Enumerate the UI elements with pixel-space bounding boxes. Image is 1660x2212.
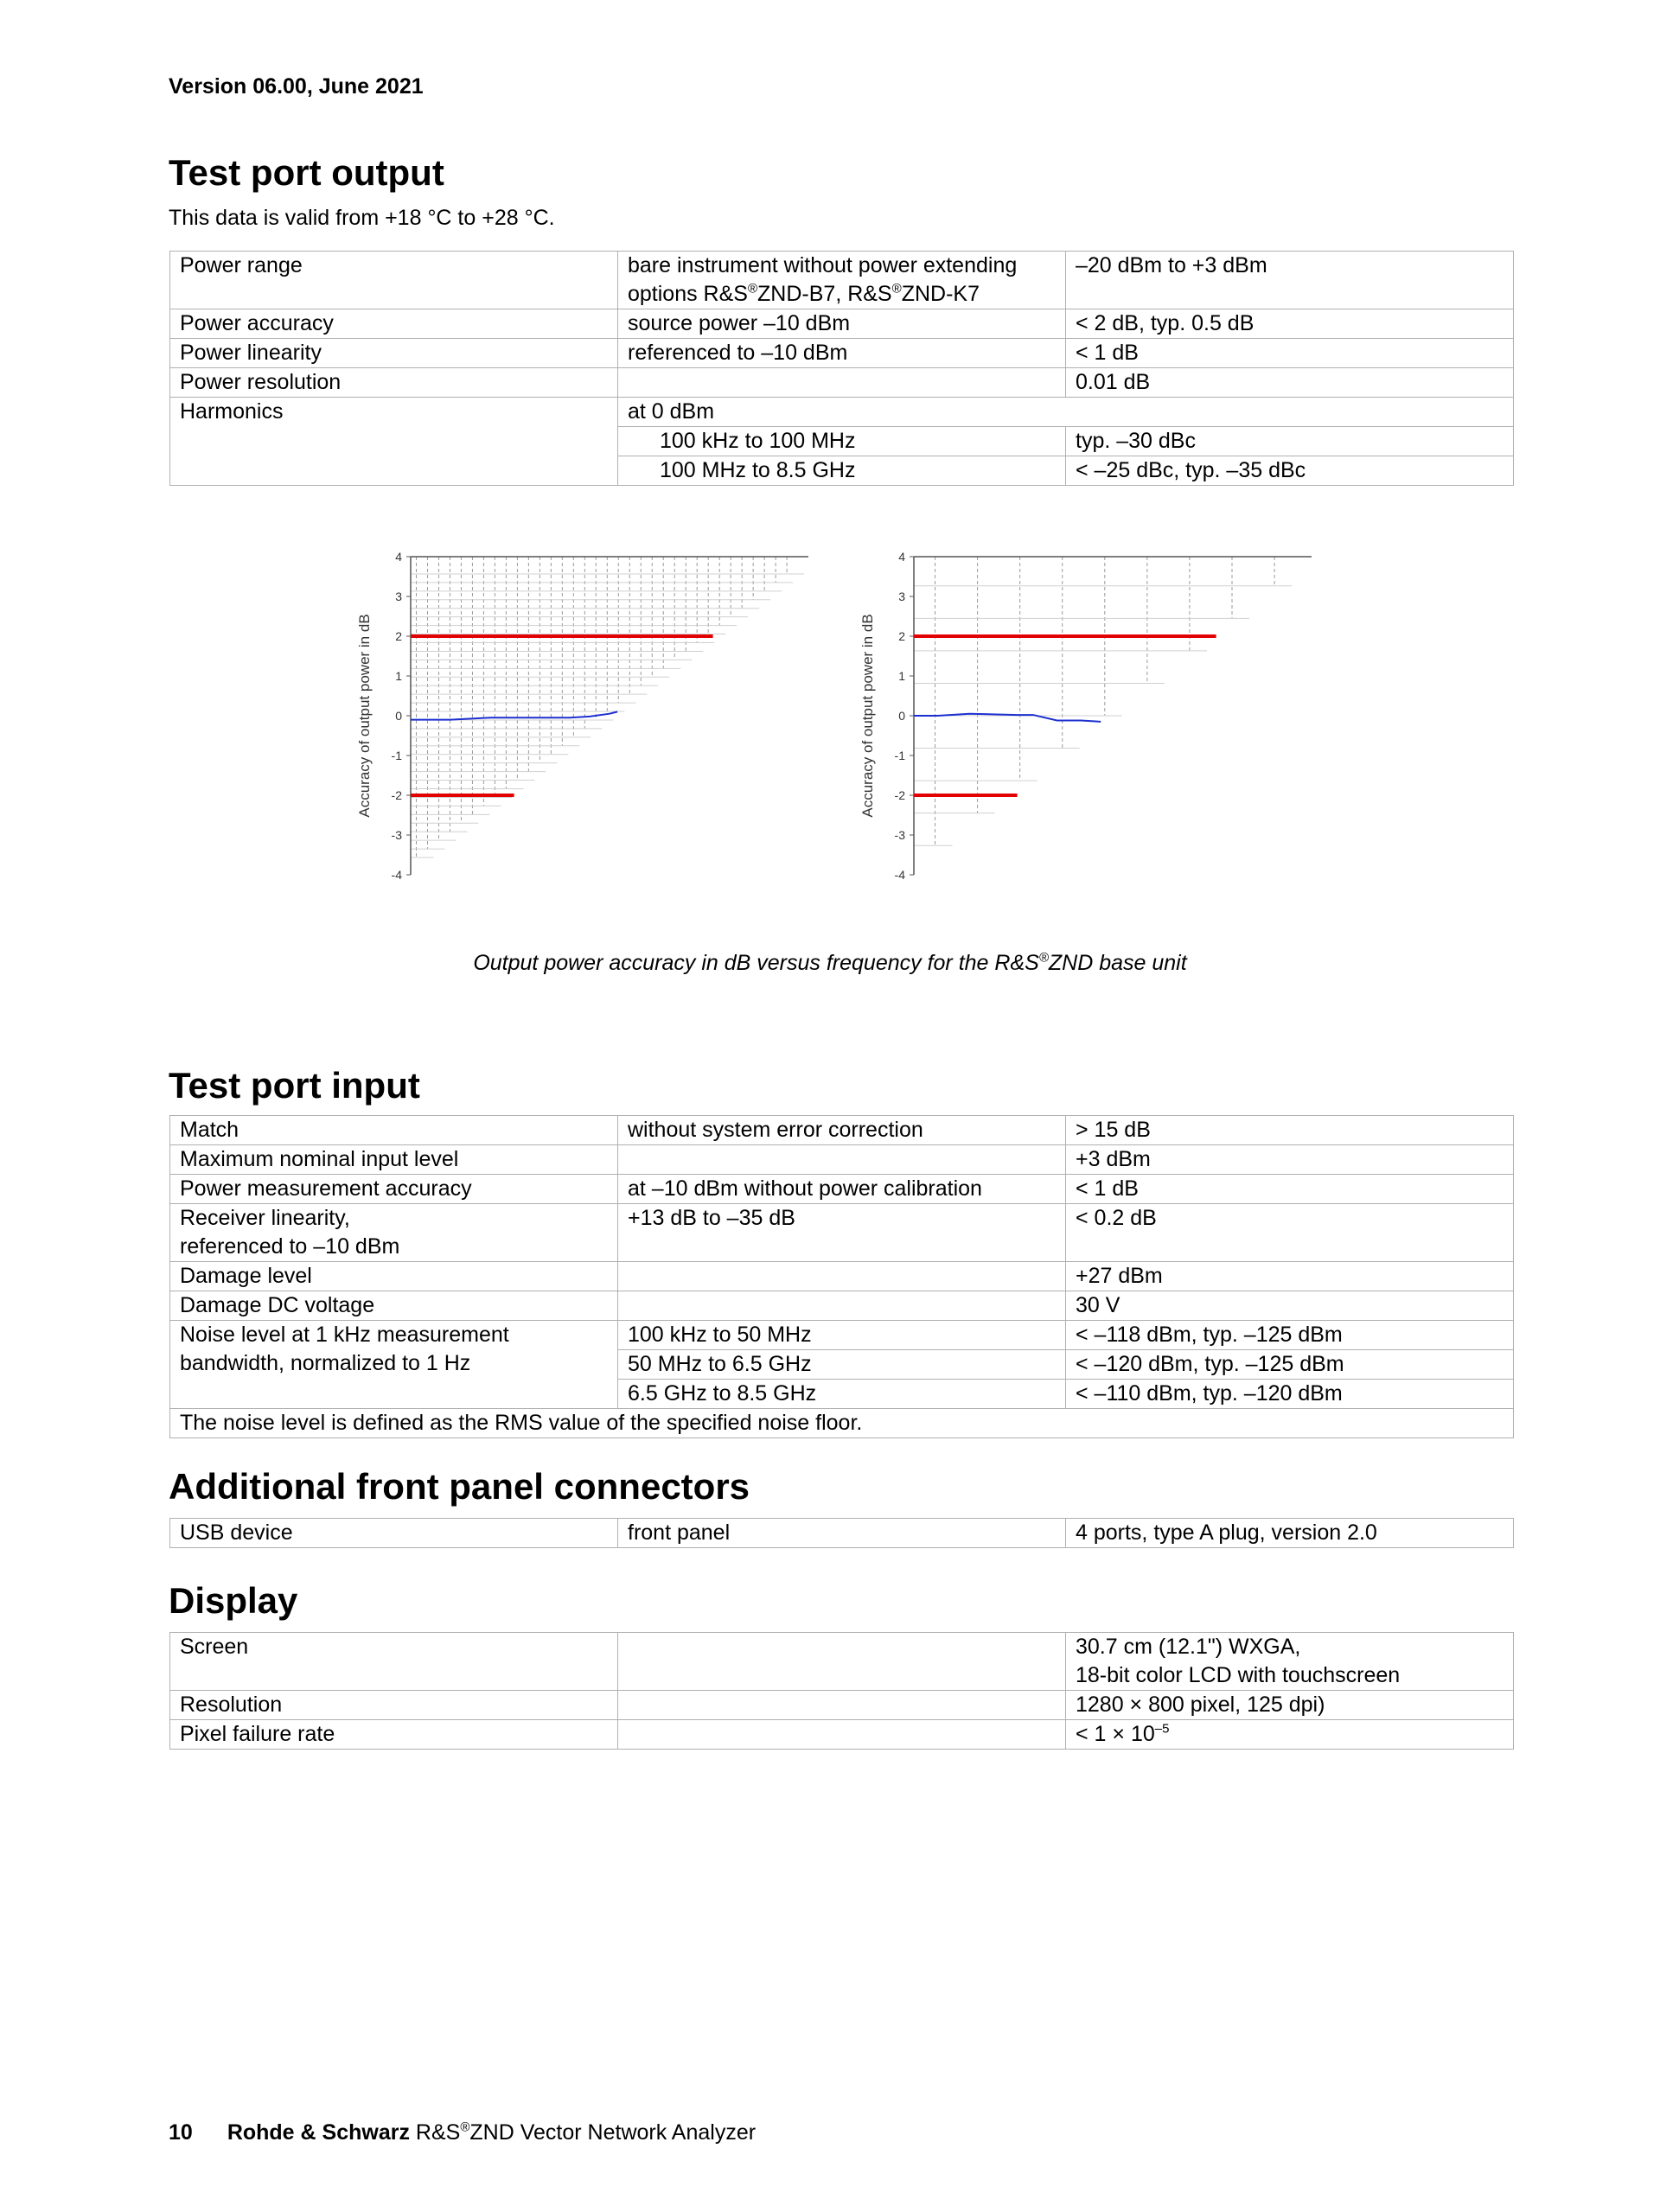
page-number: 10 [169, 2120, 193, 2145]
table-row [170, 1633, 1514, 1691]
spec-condition: without system error correction [618, 1116, 1066, 1145]
output-accuracy-chart-2 [853, 536, 1372, 899]
y-tick-label: 4 [395, 550, 402, 564]
spec-condition: 6.5 GHz to 8.5 GHz [618, 1380, 1066, 1409]
y-tick-label: 1 [898, 669, 905, 683]
spec-value: +27 dBm [1066, 1262, 1514, 1291]
spec-condition: at 0 dBm [618, 398, 1514, 427]
spec-value: +3 dBm [1066, 1145, 1514, 1175]
spec-condition: referenced to –10 dBm [618, 339, 1066, 368]
spec-label: Power linearity [170, 339, 618, 368]
series-measured [914, 714, 1101, 722]
chart-svg [350, 536, 869, 899]
spec-value: typ. –30 dBc [1066, 427, 1514, 456]
y-tick-label: -4 [894, 868, 905, 882]
spec-value: < –25 dBc, typ. –35 dBc [1066, 456, 1514, 486]
spec-label: Resolution [170, 1691, 618, 1720]
page-footer [169, 2120, 756, 2145]
spec-label: Match [170, 1116, 618, 1145]
spec-label: Damage DC voltage [170, 1291, 618, 1321]
spec-label: Power resolution [170, 368, 618, 398]
table-row [170, 1204, 1514, 1262]
spec-label: Screen [170, 1633, 618, 1691]
spec-label: Power range [170, 252, 618, 309]
spec-value: 4 ports, type A plug, version 2.0 [1066, 1519, 1514, 1548]
spec-condition: 100 kHz to 50 MHz [618, 1321, 1066, 1350]
y-tick-label: 3 [395, 590, 402, 603]
table-row [170, 368, 1514, 398]
spec-value: < –110 dBm, typ. –120 dBm [1066, 1380, 1514, 1409]
spec-value: < –120 dBm, typ. –125 dBm [1066, 1350, 1514, 1380]
table-row [170, 1691, 1514, 1720]
chart-svg [853, 536, 1372, 899]
y-tick-label: 0 [898, 709, 905, 723]
y-tick-label: -4 [391, 868, 402, 882]
table-row [170, 1409, 1514, 1438]
table-row [170, 1291, 1514, 1321]
spec-label: Harmonics [170, 398, 618, 486]
y-tick-label: -3 [894, 828, 905, 842]
section-title-input: Test port input [169, 1065, 420, 1106]
series-measured [411, 711, 617, 719]
spec-label: Power accuracy [170, 309, 618, 339]
y-tick-label: 1 [395, 669, 402, 683]
y-tick-label: -3 [391, 828, 402, 842]
spec-value: < 1 dB [1066, 1175, 1514, 1204]
y-tick-label: 3 [898, 590, 905, 603]
version-line: Version 06.00, June 2021 [169, 74, 424, 99]
spec-value: < 1 dB [1066, 339, 1514, 368]
table-row [170, 252, 1514, 309]
spec-label: Receiver linearity, referenced to –10 dBm [170, 1204, 618, 1262]
spec-condition [618, 1262, 1066, 1291]
spec-value: < –118 dBm, typ. –125 dBm [1066, 1321, 1514, 1350]
table-row [170, 1116, 1514, 1145]
y-tick-label: 0 [395, 709, 402, 723]
spec-value: < $1 \times 10^{-5}$ [1066, 1720, 1514, 1750]
section-title-connectors: Additional front panel connectors [169, 1466, 750, 1507]
spec-value: 1280 × 800 pixel, 125 dpi) [1066, 1691, 1514, 1720]
spec-value: 30 V [1066, 1291, 1514, 1321]
spec-condition [618, 1145, 1066, 1175]
spec-condition: 100 kHz to 100 MHz [618, 427, 1066, 456]
spec-label: USB device [170, 1519, 618, 1548]
y-tick-label: -2 [391, 788, 402, 802]
product-name: R&S®ZND Vector Network Analyzer [415, 2120, 757, 2145]
spec-condition: front panel [618, 1519, 1066, 1548]
spec-value: 30.7 cm (12.1") WXGA, 18-bit color LCD with touchscreen [1066, 1633, 1514, 1691]
spec-label: Damage level [170, 1262, 618, 1291]
spec-value: > 15 dB [1066, 1116, 1514, 1145]
spec-condition [618, 1691, 1066, 1720]
spec-value: < 2 dB, typ. 0.5 dB [1066, 309, 1514, 339]
spec-value: –20 dBm to +3 dBm [1066, 252, 1514, 309]
spec-condition: +13 dB to –35 dB [618, 1204, 1066, 1262]
connectors-spec-table [169, 1518, 1514, 1548]
y-tick-label: -1 [391, 749, 402, 762]
spec-value: < 0.2 dB [1066, 1204, 1514, 1262]
y-tick-label: 4 [898, 550, 905, 564]
table-row [170, 1175, 1514, 1204]
section-title-display: Display [169, 1580, 298, 1621]
spec-condition [618, 1720, 1066, 1750]
spec-label: Power measurement accuracy [170, 1175, 618, 1204]
output-spec-table [169, 251, 1514, 486]
spec-condition: source power –10 dBm [618, 309, 1066, 339]
y-tick-label: -1 [894, 749, 905, 762]
section-title-output: Test port output [169, 152, 444, 193]
table-row [170, 309, 1514, 339]
output-accuracy-chart-1 [350, 536, 869, 899]
spec-condition [618, 368, 1066, 398]
y-tick-label: -2 [894, 788, 905, 802]
brand-name: Rohde & Schwarz [227, 2120, 410, 2145]
spec-condition: 100 MHz to 8.5 GHz [618, 456, 1066, 486]
table-row [170, 1519, 1514, 1548]
noise-note: The noise level is defined as the RMS value of the specified noise floor. [170, 1409, 1514, 1438]
spec-condition: 50 MHz to 6.5 GHz [618, 1350, 1066, 1380]
table-row [170, 1321, 1514, 1350]
spec-condition: bare instrument without power extending options R&S®ZND-B7, R&S®ZND-K7 [618, 252, 1066, 309]
table-row [170, 398, 1514, 427]
table-row [170, 339, 1514, 368]
input-spec-table [169, 1115, 1514, 1438]
spec-value: 0.01 dB [1066, 368, 1514, 398]
table-row [170, 1720, 1514, 1750]
figure-caption: Output power accuracy in dB versus frequency for the R&S®ZND base unit [473, 950, 1187, 975]
display-spec-table [169, 1632, 1514, 1750]
y-tick-label: 2 [395, 629, 402, 643]
spec-condition [618, 1633, 1066, 1691]
spec-condition: at –10 dBm without power calibration [618, 1175, 1066, 1204]
y-axis-label: Accuracy of output power in dB [859, 614, 876, 818]
table-row [170, 1145, 1514, 1175]
spec-condition [618, 1291, 1066, 1321]
table-row [170, 1262, 1514, 1291]
spec-label: Noise level at 1 kHz measurement bandwidth, normalized to 1 Hz [170, 1321, 618, 1409]
spec-label: Maximum nominal input level [170, 1145, 618, 1175]
y-axis-label: Accuracy of output power in dB [356, 614, 373, 818]
y-tick-label: 2 [898, 629, 905, 643]
validity-note: This data is valid from +18 °C to +28 °C. [169, 206, 555, 230]
spec-label: Pixel failure rate [170, 1720, 618, 1750]
